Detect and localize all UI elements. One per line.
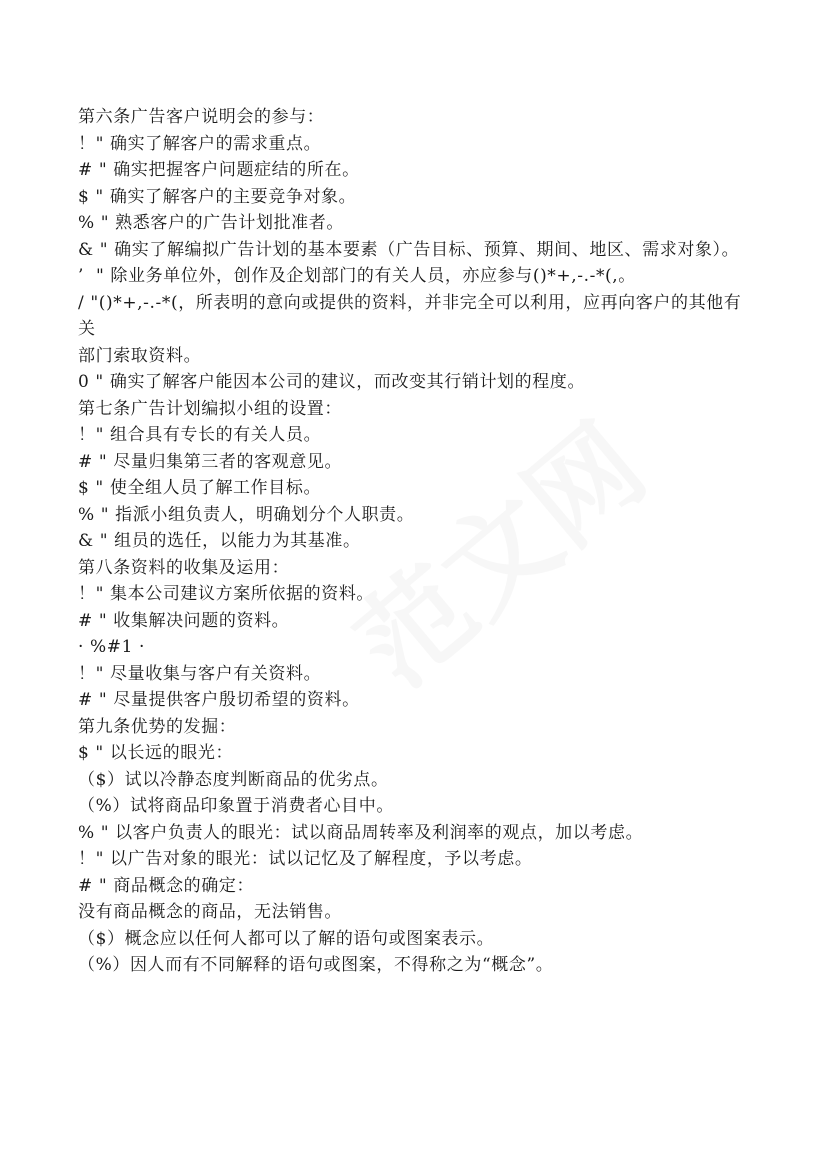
list-item: # " 收集解决问题的资料。 [78, 610, 290, 631]
page-marker: · %#1 · [78, 637, 146, 657]
list-item: $ " 确实了解客户的主要竞争对象。 [78, 186, 357, 207]
list-item: ’ " 除业务单位外，创作及企划部门的有关人员，亦应参与()*+,-.-*(,。 [78, 266, 636, 286]
list-item: # " 商品概念的确定： [78, 875, 255, 896]
list-item: / "()*+,-.-*(，所表明的意向或提供的资料，并非完全可以利用，应再向客户的其他有关 [78, 292, 742, 339]
list-item-continuation: 部门索取资料。 [78, 345, 202, 366]
section-heading-7: 第七条广告计划编拟小组的设置： [78, 398, 342, 419]
list-item: ！" 尽量收集与客户有关资料。 [78, 663, 322, 684]
sub-item: （%）因人而有不同解释的语句或图案，不得称之为“概念”。 [78, 955, 554, 975]
sub-item: （$）概念应以任何人都可以了解的语句或图案表示。 [78, 928, 495, 949]
list-item: % " 以客户负责人的眼光：试以商品周转率及利润率的观点，加以考虑。 [78, 822, 644, 843]
list-item: ！" 集本公司建议方案所依据的资料。 [78, 584, 375, 604]
list-item: # " 尽量提供客户殷切希望的资料。 [78, 690, 360, 710]
list-item: % " 熟悉客户的广告计划批准者。 [78, 213, 344, 233]
list-item: # " 确实把握客户问题症结的所在。 [78, 160, 360, 180]
sub-item: （$）试以冷静态度判断商品的优劣点。 [78, 769, 389, 790]
list-item: $ " 使全组人员了解工作目标。 [78, 478, 322, 498]
list-item: & " 确实了解编拟广告计划的基本要素（广告目标、预算、期间、地区、需求对象）。 [78, 239, 740, 260]
list-item: # " 尽量归集第三者的客观意见。 [78, 451, 343, 472]
list-item: ！" 确实了解客户的需求重点。 [78, 133, 322, 154]
paragraph: 没有商品概念的商品，无法销售。 [78, 902, 342, 922]
list-item: ！" 组合具有专长的有关人员。 [78, 425, 322, 445]
document-body [78, 104, 758, 979]
list-item: $ " 以长远的眼光： [78, 743, 234, 763]
section-heading-8: 第八条资料的收集及运用： [78, 557, 290, 578]
sub-item: （%）试将商品印象置于消费者心目中。 [78, 796, 394, 816]
section-heading-9: 第九条优势的发掘： [78, 716, 237, 737]
watermark: 范文网 [333, 400, 669, 711]
list-item: % " 指派小组负责人，明确划分个人职责。 [78, 504, 415, 525]
section-heading-6: 第六条广告客户说明会的参与： [78, 107, 325, 127]
list-item: & " 组员的选任，以能力为其基准。 [78, 531, 361, 551]
list-item: 0 " 确实了解客户能因本公司的建议，而改变其行销计划的程度。 [78, 372, 586, 392]
list-item: ！" 以广告对象的眼光：试以记忆及了解程度，予以考虑。 [78, 849, 533, 869]
